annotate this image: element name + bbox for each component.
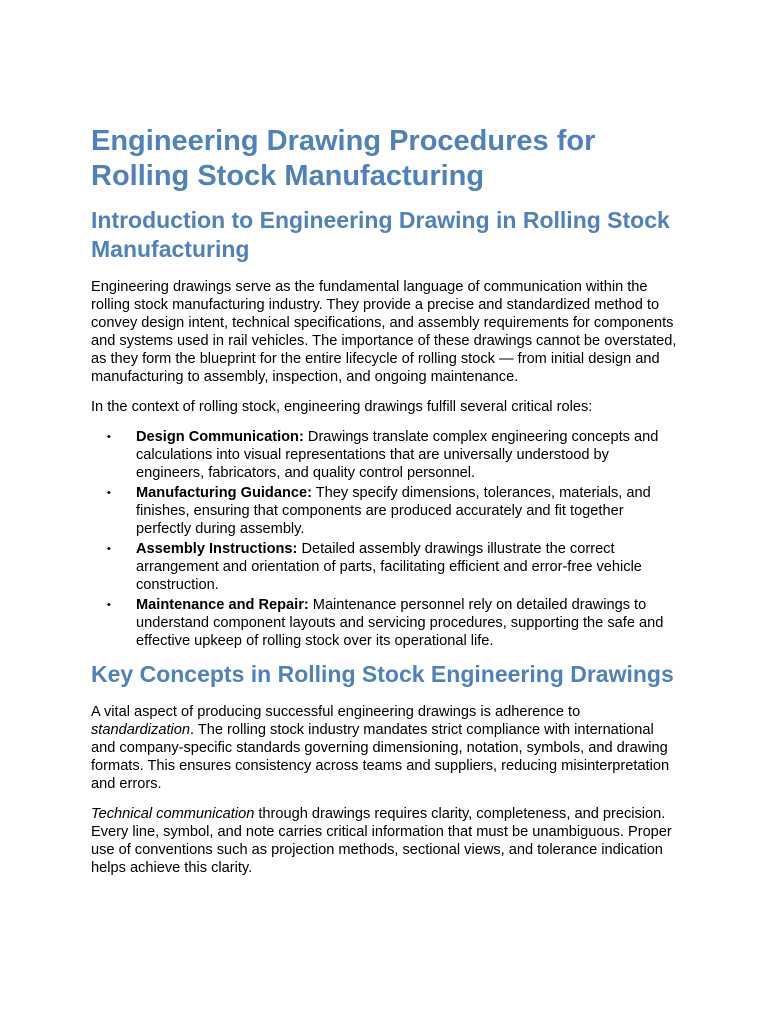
document-page xyxy=(91,124,681,877)
document-title: Engineering Drawing Procedures for Rolling Stock Manufacturing xyxy=(91,125,596,192)
list-item-maintenance-repair xyxy=(91,596,681,650)
bullet-icon: • xyxy=(107,431,111,443)
list-item-term: Design Communication: xyxy=(136,429,304,445)
list-item-term: Assembly Instructions: xyxy=(136,541,298,557)
list-item-text: Detailed assembly drawings illustrate the correct arrangement and orientation of parts, facilitating efficient and error-free vehicle construction. xyxy=(136,541,642,593)
intro-paragraph: Engineering drawings serve as the fundamental language of communication within the rolling stock manufacturing industry. They provide a precise and standardized method to convey design intent, technical specifications, and assembly requirements for components and systems used in rail vehicles. The importance of these drawings cannot be overstated, as they form the blueprint for the entire lifecycle of rolling stock — from initial design and manufacturing to assembly, inspection, and ongoing maintenance. xyxy=(91,279,677,385)
list-item-manufacturing-guidance xyxy=(91,484,681,538)
list-item-assembly-instructions xyxy=(91,540,681,594)
list-item-design-communication xyxy=(91,428,681,482)
bullet-icon: • xyxy=(107,599,111,611)
list-item-term: Manufacturing Guidance: xyxy=(136,485,312,501)
technical-communication-rest: through drawings requires clarity, completeness, and precision. Every line, symbol, and note carries critical information that must be unambiguous. Proper use of conventions such as projection methods, sectional views, and tolerance indication helps achieve this clarity. xyxy=(91,806,672,876)
list-item-text: Drawings translate complex engineering concepts and calculations into visual representations that are universally understood by engineers, fabricators, and quality control personnel. xyxy=(136,429,659,481)
technical-communication-emphasis: Technical communication xyxy=(91,806,255,822)
roles-intro-paragraph: In the context of rolling stock, engineering drawings fulfill several critical roles: xyxy=(91,399,593,415)
technical-communication-paragraph xyxy=(91,805,681,877)
roles-list xyxy=(91,428,681,650)
section-heading-introduction: Introduction to Engineering Drawing in Rolling Stock Manufacturing xyxy=(91,207,670,262)
standardization-paragraph xyxy=(91,703,681,793)
bullet-icon: • xyxy=(107,487,111,499)
standardization-emphasis: standardization xyxy=(91,722,190,738)
bullet-icon: • xyxy=(107,543,111,555)
standardization-rest: . The rolling stock industry mandates strict compliance with international and company-specific standards governing dimensioning, notation, symbols, and drawing formats. This ensures consistency across teams and suppliers, reducing misinterpretation and errors. xyxy=(91,722,670,792)
list-item-text: They specify dimensions, tolerances, materials, and finishes, ensuring that components are produced accurately and fit together perfectly during assembly. xyxy=(136,485,651,537)
list-item-text: Maintenance personnel rely on detailed drawings to understand component layouts and servicing procedures, supporting the safe and effective upkeep of rolling stock over its operational life. xyxy=(136,597,664,649)
standardization-lead: A vital aspect of producing successful engineering drawings is adherence to xyxy=(91,704,581,720)
section-heading-key-concepts: Key Concepts in Rolling Stock Engineering Drawings xyxy=(91,661,674,687)
list-item-term: Maintenance and Repair: xyxy=(136,597,309,613)
